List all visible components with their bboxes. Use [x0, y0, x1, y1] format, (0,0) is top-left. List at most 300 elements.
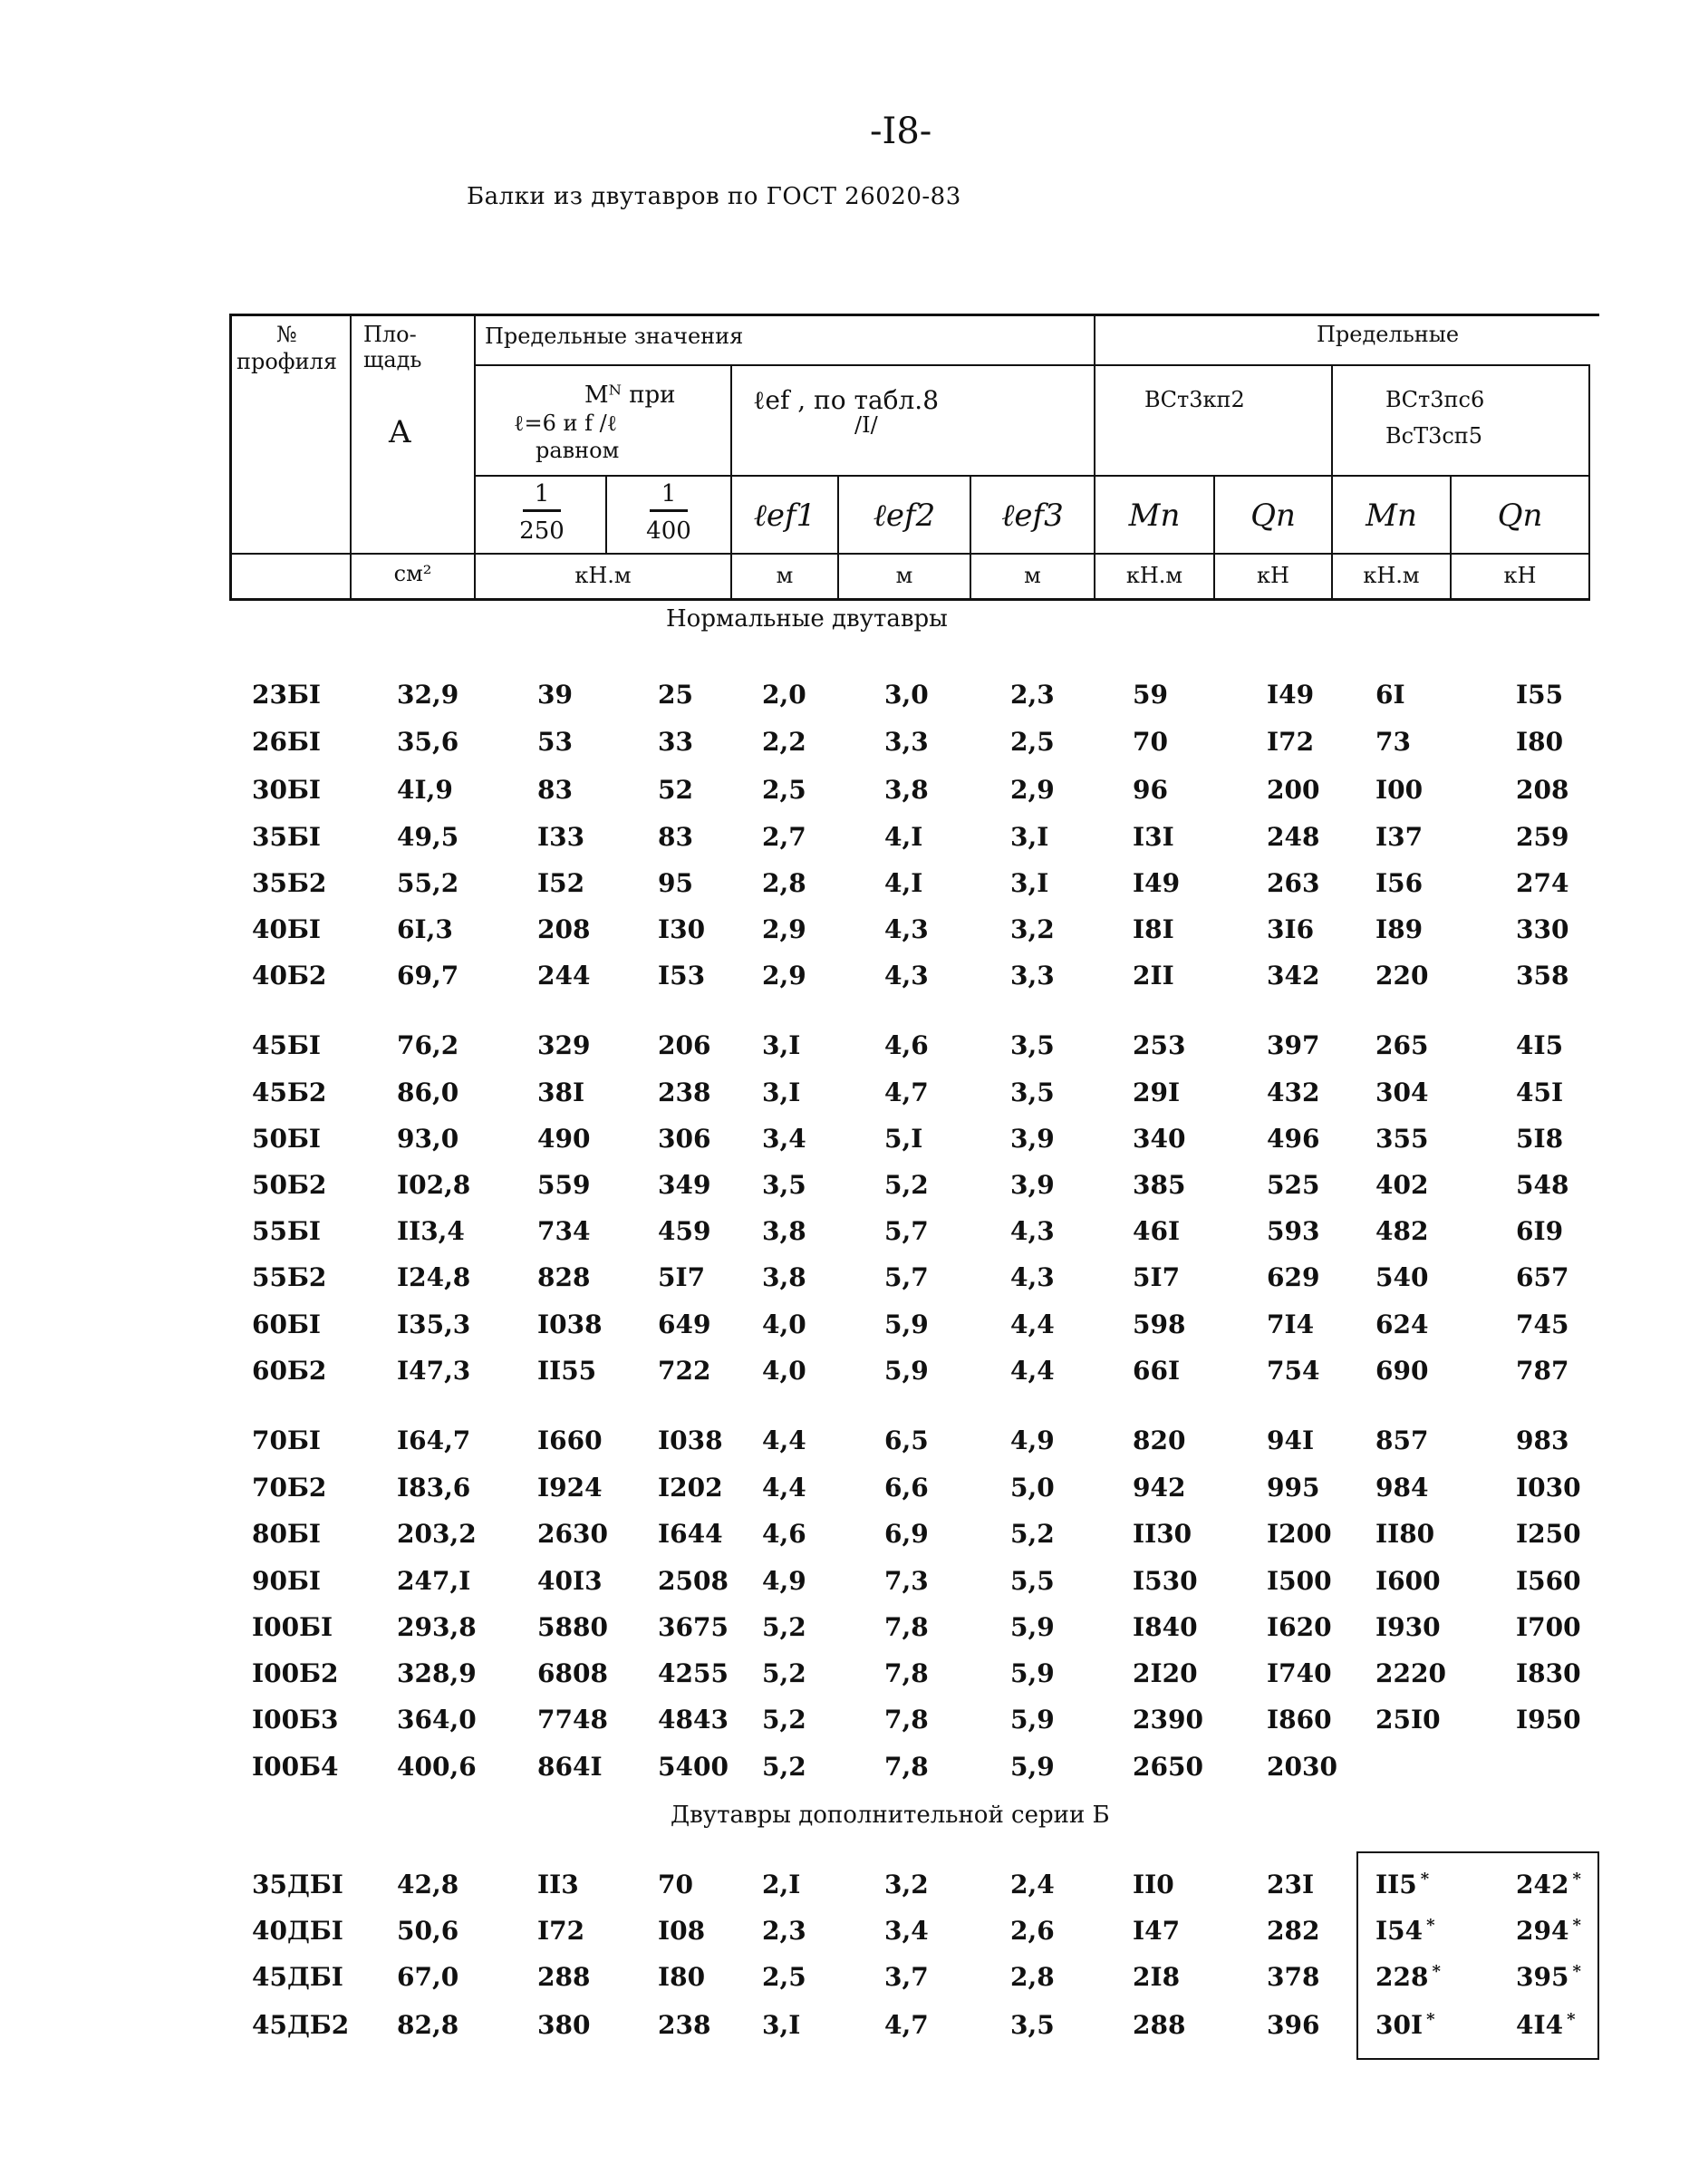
value-cell: 4,4 [1010, 1356, 1055, 1386]
value-cell: 593 [1267, 1216, 1320, 1246]
value-cell: 5,5 [1010, 1566, 1055, 1596]
value-cell: 3,8 [762, 1262, 806, 1292]
value-cell: 5,9 [1010, 1612, 1055, 1642]
value-cell: 306 [658, 1124, 711, 1154]
value-cell: 5I8 [1516, 1124, 1564, 1154]
value-cell: 3,9 [1010, 1124, 1055, 1154]
rule [1094, 314, 1095, 601]
value-cell: 55,2 [397, 868, 459, 898]
limit-right-label: Предельные [1317, 322, 1460, 347]
value-cell: I02,8 [397, 1170, 471, 1200]
value-cell: 397 [1267, 1030, 1320, 1060]
unit-area: см² [393, 561, 432, 586]
value-cell: 4I5 [1516, 1030, 1564, 1060]
value-cell: 2,4 [1010, 1870, 1055, 1899]
value-cell: 52 [658, 775, 693, 805]
col-area-label-2: щадь [363, 347, 422, 372]
value-cell: 2,8 [762, 868, 806, 898]
value-cell: I8I [1133, 914, 1174, 944]
profile-cell: 45ДБ2 [252, 2010, 350, 2040]
value-cell: 3,I [1010, 822, 1049, 852]
value-cell: I53 [658, 961, 706, 991]
value-cell: I3I [1133, 822, 1174, 852]
value-cell: I038 [658, 1425, 723, 1455]
value-cell: 4I4 * [1516, 2010, 1576, 2040]
value-cell: 7748 [537, 1705, 608, 1735]
value-cell: 5,0 [1010, 1473, 1055, 1503]
moment-caption-3: равном [536, 438, 620, 463]
table-row [229, 1170, 1607, 1212]
value-cell: 4,3 [884, 914, 929, 944]
value-cell: I89 [1375, 914, 1424, 944]
value-cell: I72 [1267, 727, 1315, 757]
rule [474, 364, 1590, 366]
value-cell: 7,8 [884, 1705, 929, 1735]
qp-label-2: Qп [1497, 498, 1543, 534]
footnote-mark: * [1420, 1870, 1430, 1889]
value-cell: 2,9 [762, 914, 806, 944]
value-cell: 50,6 [397, 1916, 459, 1946]
lef1-label: ℓef1 [753, 498, 816, 534]
profile-cell: 70БI [252, 1425, 321, 1455]
table-row [229, 961, 1607, 1002]
value-cell: 83 [658, 822, 693, 852]
value-cell: 629 [1267, 1262, 1320, 1292]
value-cell: I200 [1267, 1519, 1332, 1549]
value-cell: I08 [658, 1916, 706, 1946]
value-cell: 3,I [1010, 868, 1049, 898]
value-cell: 4I,9 [397, 775, 453, 805]
unit-qp-2: кН [1503, 563, 1537, 588]
value-cell: 380 [537, 2010, 591, 2040]
section-title-additional: Двутавры дополнительной серии Б [671, 1802, 1110, 1829]
value-cell: I52 [537, 868, 585, 898]
table-row [229, 1705, 1607, 1746]
value-cell: 69,7 [397, 961, 459, 991]
value-cell: 5400 [658, 1752, 729, 1782]
profile-cell: 40БI [252, 914, 321, 944]
value-cell: 6I9 [1516, 1216, 1564, 1246]
value-cell: I700 [1516, 1612, 1581, 1642]
rule [229, 314, 232, 601]
steel-grade-2b: ВсТ3сп5 [1385, 423, 1483, 449]
value-cell: 2,I [762, 1870, 801, 1899]
value-cell: 2508 [658, 1566, 729, 1596]
table-row [229, 914, 1607, 956]
value-cell: 45I [1516, 1078, 1564, 1107]
value-cell: 983 [1516, 1425, 1569, 1455]
value-cell: 208 [1516, 775, 1569, 805]
value-cell: 540 [1375, 1262, 1429, 1292]
value-cell: I49 [1133, 868, 1181, 898]
value-cell: 67,0 [397, 1962, 459, 1992]
profile-cell: 90БI [252, 1566, 321, 1596]
value-cell: 294 * [1516, 1916, 1581, 1946]
table-row [229, 1519, 1607, 1561]
col-area-symbol: A [389, 414, 411, 450]
rule [229, 553, 1590, 555]
value-cell: 2,5 [1010, 727, 1055, 757]
value-cell: I33 [537, 822, 585, 852]
value-cell: 378 [1267, 1962, 1320, 1992]
value-cell: 2,2 [762, 727, 806, 757]
value-cell: I860 [1267, 1705, 1332, 1735]
value-cell: 5,2 [1010, 1519, 1055, 1549]
value-cell: 745 [1516, 1309, 1569, 1339]
table-row [229, 1262, 1607, 1304]
value-cell: 2,9 [1010, 775, 1055, 805]
fraction-1-400 [619, 480, 719, 545]
value-cell: 76,2 [397, 1030, 459, 1060]
value-cell: 274 [1516, 868, 1569, 898]
value-cell: 5,9 [884, 1309, 929, 1339]
value-cell: 649 [658, 1309, 711, 1339]
profile-cell: 35Б2 [252, 868, 327, 898]
value-cell: 244 [537, 961, 591, 991]
footnote-mark: * [1432, 1962, 1441, 1981]
value-cell: 4843 [658, 1705, 729, 1735]
value-cell: I00 [1375, 775, 1424, 805]
value-cell: 5,I [884, 1124, 923, 1154]
value-cell: I840 [1133, 1612, 1198, 1642]
value-cell: 828 [537, 1262, 591, 1292]
value-cell: 228 * [1375, 1962, 1441, 1992]
profile-cell: I00Б4 [252, 1752, 339, 1782]
value-cell: 7,8 [884, 1658, 929, 1688]
profile-cell: 23БI [252, 680, 321, 710]
value-cell: I530 [1133, 1566, 1198, 1596]
value-cell: 598 [1133, 1309, 1186, 1339]
value-cell: I37 [1375, 822, 1424, 852]
value-cell: 238 [658, 1078, 711, 1107]
value-cell: I500 [1267, 1566, 1332, 1596]
value-cell: 6I [1375, 680, 1405, 710]
value-cell: 293,8 [397, 1612, 477, 1642]
value-cell: 70 [1133, 727, 1168, 757]
unit-mp-2: кН.м [1363, 563, 1420, 588]
col-area-label-1: Пло- [363, 322, 417, 347]
lef-caption: ℓef , по табл.8 [753, 385, 940, 415]
value-cell: 5,2 [762, 1658, 806, 1688]
value-cell: I83,6 [397, 1473, 471, 1503]
value-cell: 39 [537, 680, 573, 710]
value-cell: I924 [537, 1473, 603, 1503]
profile-cell: 35БI [252, 822, 321, 852]
rule [474, 475, 1590, 477]
value-cell: 3,2 [884, 1870, 929, 1899]
value-cell: 96 [1133, 775, 1168, 805]
value-cell: 248 [1267, 822, 1320, 852]
lef3-label: ℓef3 [1001, 498, 1064, 534]
value-cell: 754 [1267, 1356, 1320, 1386]
value-cell: 328,9 [397, 1658, 477, 1688]
value-cell: 282 [1267, 1916, 1320, 1946]
value-cell: 395 * [1516, 1962, 1581, 1992]
profile-cell: I00Б3 [252, 1705, 339, 1735]
value-cell: 548 [1516, 1170, 1569, 1200]
value-cell: 349 [658, 1170, 711, 1200]
value-cell: 4,0 [762, 1309, 806, 1339]
value-cell: 4,9 [762, 1566, 806, 1596]
value-cell: I740 [1267, 1658, 1332, 1688]
value-cell: 25I0 [1375, 1705, 1441, 1735]
table-header [229, 314, 1599, 602]
value-cell: 490 [537, 1124, 591, 1154]
value-cell: 400,6 [397, 1752, 477, 1782]
value-cell: 304 [1375, 1078, 1429, 1107]
steel-grade-2a: ВСт3пс6 [1385, 387, 1485, 412]
value-cell: I660 [537, 1425, 603, 1455]
value-cell: 2,8 [1010, 1962, 1055, 1992]
footnote-mark: * [1567, 2010, 1576, 2029]
value-cell: 206 [658, 1030, 711, 1060]
value-cell: 329 [537, 1030, 591, 1060]
value-cell: 3,0 [884, 680, 929, 710]
value-cell: 5,7 [884, 1262, 929, 1292]
value-cell: 2220 [1375, 1658, 1446, 1688]
unit-mp-1: кН.м [1125, 563, 1183, 588]
value-cell: 66I [1133, 1356, 1181, 1386]
value-cell: 330 [1516, 914, 1569, 944]
value-cell: II5 * [1375, 1870, 1430, 1899]
value-cell: 4,6 [884, 1030, 929, 1060]
value-cell: 2II [1133, 961, 1174, 991]
table-row [229, 1916, 1607, 1957]
rule [605, 475, 607, 555]
qp-label-1: Qп [1250, 498, 1296, 534]
value-cell: 6,5 [884, 1425, 929, 1455]
value-cell: 3,5 [1010, 2010, 1055, 2040]
value-cell: I030 [1516, 1473, 1581, 1503]
value-cell: 53 [537, 727, 573, 757]
value-cell: 857 [1375, 1425, 1429, 1455]
value-cell: I644 [658, 1519, 723, 1549]
value-cell: 3,9 [1010, 1170, 1055, 1200]
value-cell: 4,I [884, 822, 923, 852]
value-cell: 7,8 [884, 1612, 929, 1642]
table-row [229, 1030, 1607, 1072]
table-row [229, 868, 1607, 910]
value-cell: 82,8 [397, 2010, 459, 2040]
value-cell: 2,3 [1010, 680, 1055, 710]
profile-cell: I00Б2 [252, 1658, 339, 1688]
value-cell: I202 [658, 1473, 723, 1503]
value-cell: 220 [1375, 961, 1429, 991]
value-cell: 5I7 [658, 1262, 706, 1292]
profile-cell: 26БI [252, 727, 321, 757]
value-cell: 25 [658, 680, 693, 710]
value-cell: 3,3 [1010, 961, 1055, 991]
fraction-numerator: 1 [661, 480, 677, 507]
value-cell: 4,0 [762, 1356, 806, 1386]
profile-cell: 55Б2 [252, 1262, 327, 1292]
unit-lef2: м [895, 563, 913, 588]
profile-cell: I00БI [252, 1612, 333, 1642]
value-cell: I30 [658, 914, 706, 944]
value-cell: I35,3 [397, 1309, 471, 1339]
value-cell: 864I [537, 1752, 603, 1782]
rule [474, 314, 476, 601]
value-cell: 5,2 [762, 1612, 806, 1642]
value-cell: 42,8 [397, 1870, 459, 1899]
value-cell: I49 [1267, 680, 1315, 710]
value-cell: 5,2 [762, 1752, 806, 1782]
table-row [229, 1473, 1607, 1514]
value-cell: 59 [1133, 680, 1168, 710]
value-cell: 3,I [762, 1030, 801, 1060]
value-cell: 820 [1133, 1425, 1186, 1455]
document-title: Балки из двутавров по ГОСТ 26020-83 [467, 183, 961, 210]
value-cell: 5,7 [884, 1216, 929, 1246]
table-row [229, 2010, 1607, 2052]
fraction-denominator: 400 [646, 517, 691, 545]
value-cell: 2,3 [762, 1916, 806, 1946]
value-cell: I54 * [1375, 1916, 1435, 1946]
rule [229, 598, 1590, 601]
moment-caption-1: Mᴺ при [584, 382, 676, 409]
value-cell: I55 [1516, 680, 1564, 710]
value-cell: 2I20 [1133, 1658, 1198, 1688]
lef2-label: ℓef2 [873, 498, 936, 534]
lef-caption-ref: /I/ [854, 412, 878, 438]
value-cell: 70 [658, 1870, 693, 1899]
value-cell: 30I * [1375, 2010, 1435, 2040]
table-row [229, 1078, 1607, 1119]
value-cell: 4255 [658, 1658, 729, 1688]
profile-cell: 55БI [252, 1216, 321, 1246]
value-cell: 4,4 [1010, 1309, 1055, 1339]
value-cell: 342 [1267, 961, 1320, 991]
value-cell: 432 [1267, 1078, 1320, 1107]
table-row [229, 1752, 1607, 1793]
table-row [229, 1216, 1607, 1258]
table-row [229, 1309, 1607, 1351]
value-cell: II30 [1133, 1519, 1192, 1549]
table-row [229, 680, 1607, 721]
value-cell: 265 [1375, 1030, 1429, 1060]
col-profile-symbol: № [276, 322, 297, 347]
value-cell: 942 [1133, 1473, 1186, 1503]
profile-cell: 80БI [252, 1519, 321, 1549]
table-row [229, 1566, 1607, 1608]
value-cell: 624 [1375, 1309, 1429, 1339]
value-cell: 559 [537, 1170, 591, 1200]
value-cell: 995 [1267, 1473, 1320, 1503]
value-cell: 3,7 [884, 1962, 929, 1992]
value-cell: 253 [1133, 1030, 1186, 1060]
value-cell: 525 [1267, 1170, 1320, 1200]
value-cell: 288 [1133, 2010, 1186, 2040]
value-cell: 5,9 [1010, 1705, 1055, 1735]
value-cell: 238 [658, 2010, 711, 2040]
unit-lef1: м [776, 563, 794, 588]
value-cell: 5,2 [762, 1705, 806, 1735]
value-cell: 7I4 [1267, 1309, 1315, 1339]
value-cell: I830 [1516, 1658, 1581, 1688]
value-cell: 3,4 [884, 1916, 929, 1946]
value-cell: 396 [1267, 2010, 1320, 2040]
value-cell: 7,8 [884, 1752, 929, 1782]
footnote-mark: * [1426, 2010, 1435, 2029]
fraction-bar [523, 509, 561, 512]
footnote-mark: * [1572, 1962, 1581, 1981]
value-cell: 482 [1375, 1216, 1429, 1246]
rule [229, 314, 1599, 316]
value-cell: 984 [1375, 1473, 1429, 1503]
value-cell: II3,4 [397, 1216, 465, 1246]
moment-caption-2: ℓ=6 и f /ℓ [514, 411, 618, 436]
value-cell: 86,0 [397, 1078, 459, 1107]
profile-cell: 40ДБI [252, 1916, 343, 1946]
unit-qp-1: кН [1257, 563, 1289, 588]
value-cell: 2,9 [762, 961, 806, 991]
value-cell: 200 [1267, 775, 1320, 805]
table-row [229, 1124, 1607, 1165]
value-cell: 355 [1375, 1124, 1429, 1154]
value-cell: I56 [1375, 868, 1424, 898]
value-cell: 496 [1267, 1124, 1320, 1154]
table-row [229, 1658, 1607, 1700]
value-cell: 259 [1516, 822, 1569, 852]
value-cell: 2030 [1267, 1752, 1337, 1782]
value-cell: I560 [1516, 1566, 1581, 1596]
value-cell: 5880 [537, 1612, 608, 1642]
profile-cell: 60БI [252, 1309, 321, 1339]
value-cell: 402 [1375, 1170, 1429, 1200]
fraction-denominator: 250 [519, 517, 565, 545]
value-cell: I950 [1516, 1705, 1581, 1735]
value-cell: I24,8 [397, 1262, 471, 1292]
value-cell: II0 [1133, 1870, 1174, 1899]
value-cell: 4,I [884, 868, 923, 898]
value-cell: 5I7 [1133, 1262, 1181, 1292]
value-cell: 263 [1267, 868, 1320, 898]
value-cell: 358 [1516, 961, 1569, 991]
value-cell: 2,5 [762, 1962, 806, 1992]
value-cell: 46I [1133, 1216, 1181, 1246]
value-cell: 4,4 [762, 1473, 806, 1503]
table-row [229, 1425, 1607, 1467]
steel-grade-1: ВСт3кп2 [1144, 387, 1245, 412]
rule [1588, 364, 1590, 601]
value-cell: 4,3 [1010, 1262, 1055, 1292]
limit-values-label: Предельные значения [485, 324, 744, 349]
value-cell: I64,7 [397, 1425, 471, 1455]
value-cell: 95 [658, 868, 693, 898]
value-cell: 3,5 [762, 1170, 806, 1200]
value-cell: 3675 [658, 1612, 729, 1642]
profile-cell: 45БI [252, 1030, 321, 1060]
value-cell: 2,7 [762, 822, 806, 852]
value-cell: 690 [1375, 1356, 1429, 1386]
value-cell: 5,9 [884, 1356, 929, 1386]
value-cell: 3,I [762, 1078, 801, 1107]
mp-label-1: Mп [1128, 498, 1181, 534]
value-cell: 4,7 [884, 1078, 929, 1107]
value-cell: 385 [1133, 1170, 1186, 1200]
value-cell: 73 [1375, 727, 1411, 757]
value-cell: I620 [1267, 1612, 1332, 1642]
profile-cell: 50Б2 [252, 1170, 327, 1200]
value-cell: 657 [1516, 1262, 1569, 1292]
value-cell: 3,3 [884, 727, 929, 757]
section-title-normal: Нормальные двутавры [666, 605, 948, 633]
value-cell: 2,5 [762, 775, 806, 805]
footnote-mark: * [1572, 1870, 1581, 1889]
value-cell: 288 [537, 1962, 591, 1992]
value-cell: 94I [1267, 1425, 1315, 1455]
value-cell: I600 [1375, 1566, 1441, 1596]
